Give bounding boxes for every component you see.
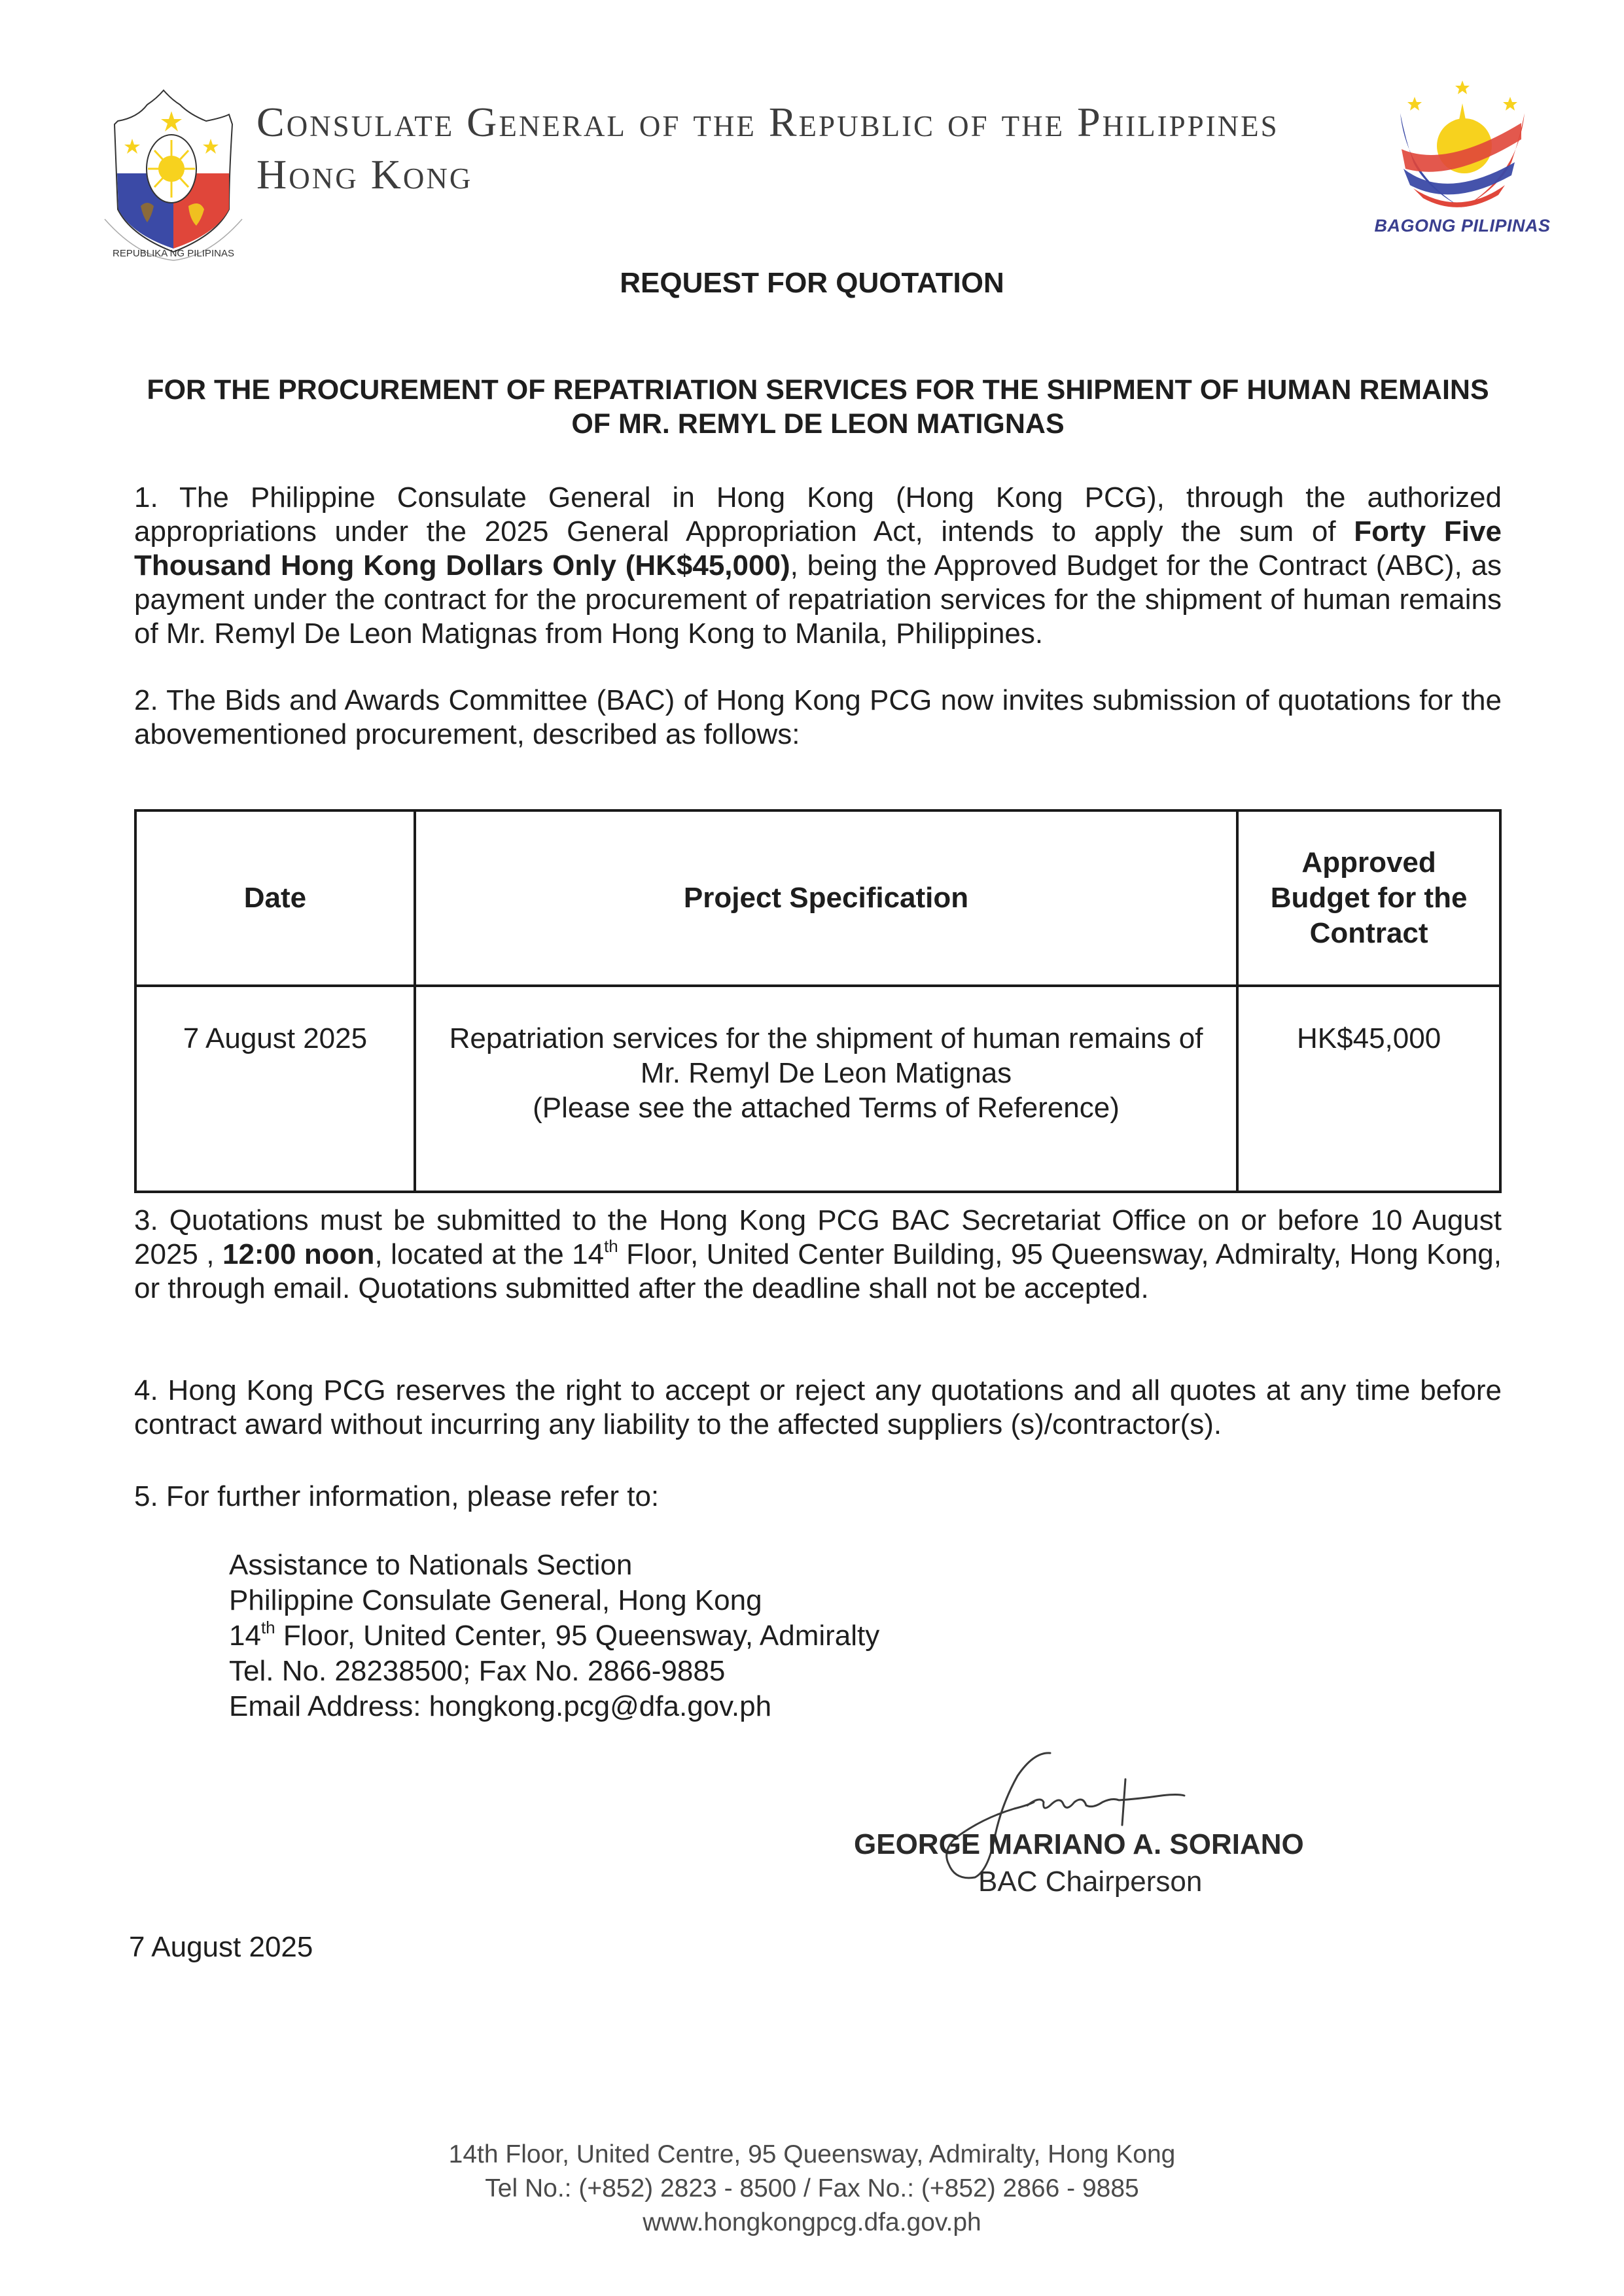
paragraph-1	[134, 481, 1502, 651]
paragraph-3-location: , located at the 14	[374, 1238, 605, 1270]
paragraph-1-intro: 1. The Philippine Consulate General in Hong Kong (Hong Kong PCG), through the authorized appropriations under the 2025 General Appropriation Act, intends to apply the sum of	[134, 481, 1502, 548]
contact-address	[229, 1618, 879, 1654]
footer-phone-fax: Tel No.: (+852) 2823 - 8500 / Fax No.: (+852) 2866 - 9885	[485, 2174, 1139, 2202]
contact-block	[229, 1548, 879, 1724]
office-name-line2: Hong Kong	[256, 151, 473, 198]
contact-phone: Tel. No. 28238500; Fax No. 2866-9885	[229, 1655, 726, 1687]
contact-section: Assistance to Nationals Section	[229, 1549, 633, 1581]
paragraph-2: 2. The Bids and Awards Committee (BAC) of Hong Kong PCG now invites submission of quotations for the abovementioned procurement, described as follows:	[134, 684, 1502, 750]
paragraph-3-intro: 3. Quotations must be submitted to the Hong Kong PCG BAC Secretariat Office on or before 10 August 2025 ,	[134, 1204, 1502, 1270]
document-date: 7 August 2025	[129, 1931, 313, 1963]
seal-text: REPUBLIKA NG PILIPINAS	[113, 248, 234, 259]
ordinal-suffix: th	[604, 1236, 618, 1256]
bagong-pilipinas-logo	[1387, 77, 1538, 215]
column-header-date: Date	[135, 810, 415, 986]
document-subject: FOR THE PROCUREMENT OF REPATRIATION SERVICES FOR THE SHIPMENT OF HUMAN REMAINS OF MR. REMYL DE LEON MATIGNAS	[147, 374, 1489, 440]
spec-reference-note: (Please see the attached Terms of Reference)	[533, 1092, 1120, 1124]
budget-amount-words: Forty Five Thousand Hong Kong Dollars Only (HK$45,000)	[134, 515, 1502, 582]
paragraph-4: 4. Hong Kong PCG reserves the right to accept or reject any quotations and all quotes at any time before contract award without incurring any liability to the affected suppliers (s)/contractor(s).	[134, 1374, 1502, 1440]
philippine-coat-of-arms-seal	[98, 85, 249, 262]
paragraph-3-rest: Floor, United Center Building, 95 Queensway, Admiralty, Hong Kong, or through email. Quotations submitted after the deadline shall not be accepted.	[134, 1238, 1502, 1304]
contact-address-rest: Floor, United Center, 95 Queensway, Admiralty	[275, 1620, 880, 1652]
deadline-time: 12:00 noon	[222, 1238, 375, 1270]
bagong-pilipinas-label: BAGONG PILIPINAS	[1374, 216, 1551, 235]
table-header-row	[135, 810, 1500, 986]
cell-project-specification	[415, 986, 1237, 1192]
contact-ordinal-suffix: th	[260, 1618, 275, 1637]
paragraph-1-rest: , being the Approved Budget for the Contract (ABC), as payment under the contract for the procurement of repatriation services for the shipment of human remains of Mr. Remyl De Leon Matignas from Hong Kong to Manila, Philippines.	[134, 549, 1502, 650]
cell-date: 7 August 2025	[135, 986, 415, 1192]
signatory-name: GEORGE MARIANO A. SORIANO	[854, 1828, 1304, 1860]
contact-email: Email Address: hongkong.pcg@dfa.gov.ph	[229, 1690, 772, 1722]
contact-floor-number: 14	[229, 1620, 261, 1652]
paragraph-3	[134, 1204, 1502, 1306]
cell-approved-budget: HK$45,000	[1237, 986, 1500, 1192]
spec-description: Repatriation services for the shipment of human remains of Mr. Remyl De Leon Matignas	[449, 1022, 1203, 1089]
column-header-approved-budget: Approved Budget for the Contract	[1237, 810, 1500, 986]
table-row	[135, 986, 1500, 1192]
paragraph-5: 5. For further information, please refer to:	[134, 1480, 660, 1512]
procurement-table	[134, 809, 1502, 1193]
column-header-project-specification: Project Specification	[415, 810, 1237, 986]
signatory-title: BAC Chairperson	[978, 1866, 1203, 1898]
document-title: REQUEST FOR QUOTATION	[620, 267, 1004, 299]
footer-website-link[interactable]: www.hongkongpcg.dfa.gov.ph	[643, 2208, 981, 2236]
office-name-line1: Consulate General of the Republic of the Philippines	[256, 99, 1279, 145]
contact-office: Philippine Consulate General, Hong Kong	[229, 1584, 762, 1616]
footer-address: 14th Floor, United Centre, 95 Queensway, Admiralty, Hong Kong	[448, 2140, 1176, 2168]
